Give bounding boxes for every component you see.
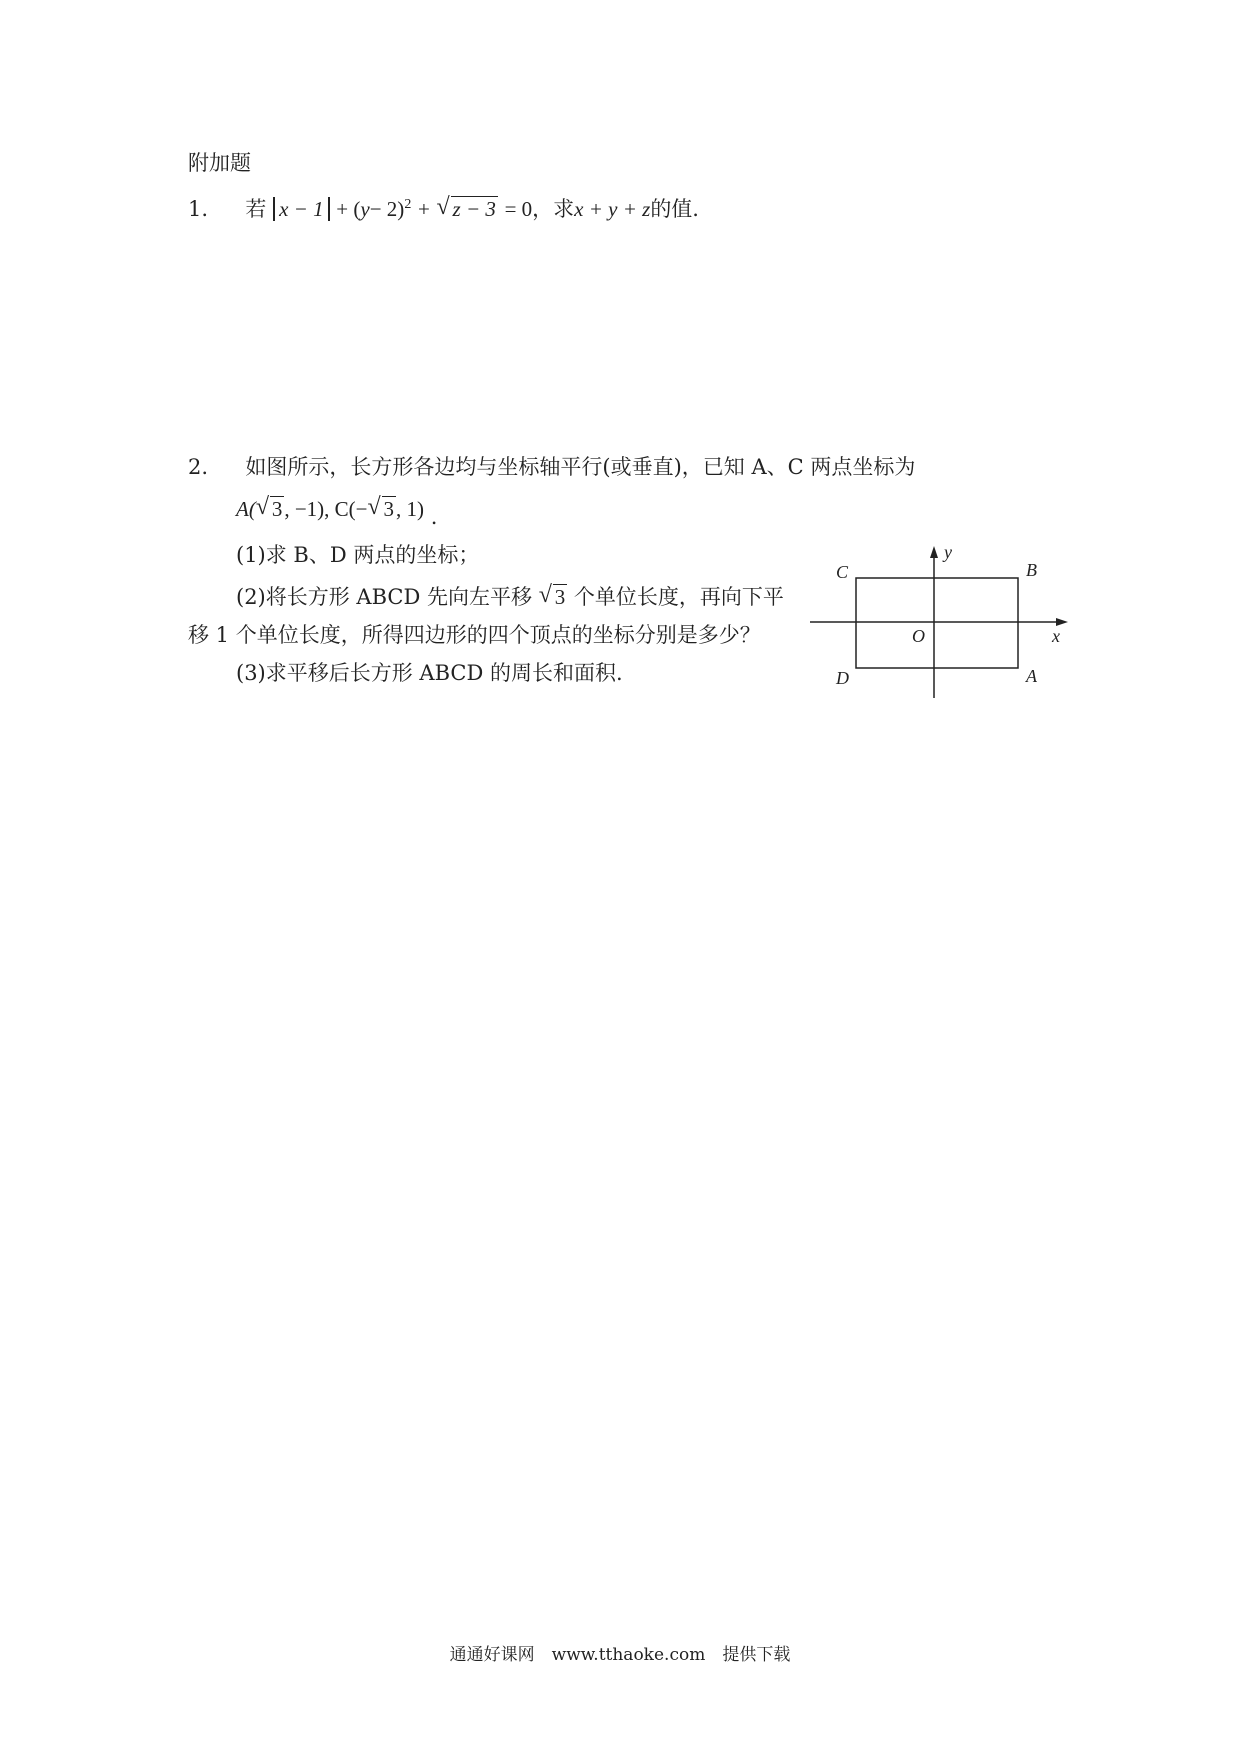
q1-abs-expr: x − 1: [273, 197, 330, 221]
q2-part2-line1: [236, 582, 784, 612]
question-1: [188, 190, 699, 224]
label-x: x: [1052, 626, 1060, 646]
y-axis-arrow-icon: [930, 546, 938, 558]
q1-number: 1.: [188, 197, 209, 221]
label-c: C: [836, 562, 849, 582]
q1-sqrt: √ z − 3: [436, 194, 496, 221]
label-o: O: [912, 626, 925, 646]
x-axis-arrow-icon: [1056, 618, 1068, 626]
q1-sum: x + y + z: [574, 197, 651, 221]
q2-sqrt-c-val: 3: [383, 497, 395, 521]
q2-part2-a: (2)将长方形 ABCD 先向左平移: [236, 585, 532, 609]
label-y: y: [944, 542, 952, 562]
rectangle-abcd: [856, 578, 1018, 668]
q2-coord-a-end: , −1), C(−: [284, 497, 368, 521]
rectangle-coordinate-figure: [806, 538, 1076, 706]
q1-mid3: +: [418, 197, 430, 221]
q2-part1: (1)求 B、D 两点的坐标；: [236, 543, 480, 567]
q1-mid2: − 2): [369, 197, 405, 221]
q2-number: 2.: [188, 455, 209, 479]
q2-line1: 如图所示，长方形各边均与坐标轴平行(或垂直)，已知 A、C 两点坐标为: [245, 455, 916, 479]
label-a: A: [1026, 666, 1037, 686]
q1-prefix: 若: [245, 197, 267, 221]
q2-sqrt-c: √ 3: [367, 494, 395, 521]
q1-comma: ，求: [532, 197, 575, 221]
q1-suffix: 的值.: [650, 197, 699, 221]
q2-sqrt-a: √ 3: [255, 494, 283, 521]
q2-sqrt-a-val: 3: [271, 497, 283, 521]
q2-coord-c-end: , 1): [396, 497, 425, 521]
q2-part3: (3)求平移后长方形 ABCD 的周长和面积.: [236, 661, 623, 685]
q2-coord-a: A(: [236, 497, 256, 521]
q2-part2-b: 个单位长度，再向下平: [573, 585, 784, 609]
q1-y: y: [360, 197, 370, 221]
q2-part2-line2: 移 1 个单位长度，所得四边形的四个顶点的坐标分别是多少？: [188, 623, 761, 647]
q2-part2-sqrt-val: 3: [554, 585, 566, 609]
question-2-line1: [188, 452, 915, 482]
q2-coords: [236, 494, 438, 529]
q1-eq: = 0: [504, 197, 533, 221]
q1-sqrt-expr: z − 3: [452, 197, 496, 221]
q1-mid1: + (: [336, 197, 361, 221]
label-d: D: [836, 668, 849, 688]
q2-period: .: [430, 505, 438, 529]
q2-part2-sqrt: √ 3: [538, 582, 566, 609]
label-b: B: [1026, 560, 1037, 580]
section-title: 附加题: [188, 151, 251, 175]
q1-sup: 2: [404, 197, 412, 212]
page-footer: 通通好课网 www.tthaoke.com 提供下载: [449, 1645, 791, 1665]
